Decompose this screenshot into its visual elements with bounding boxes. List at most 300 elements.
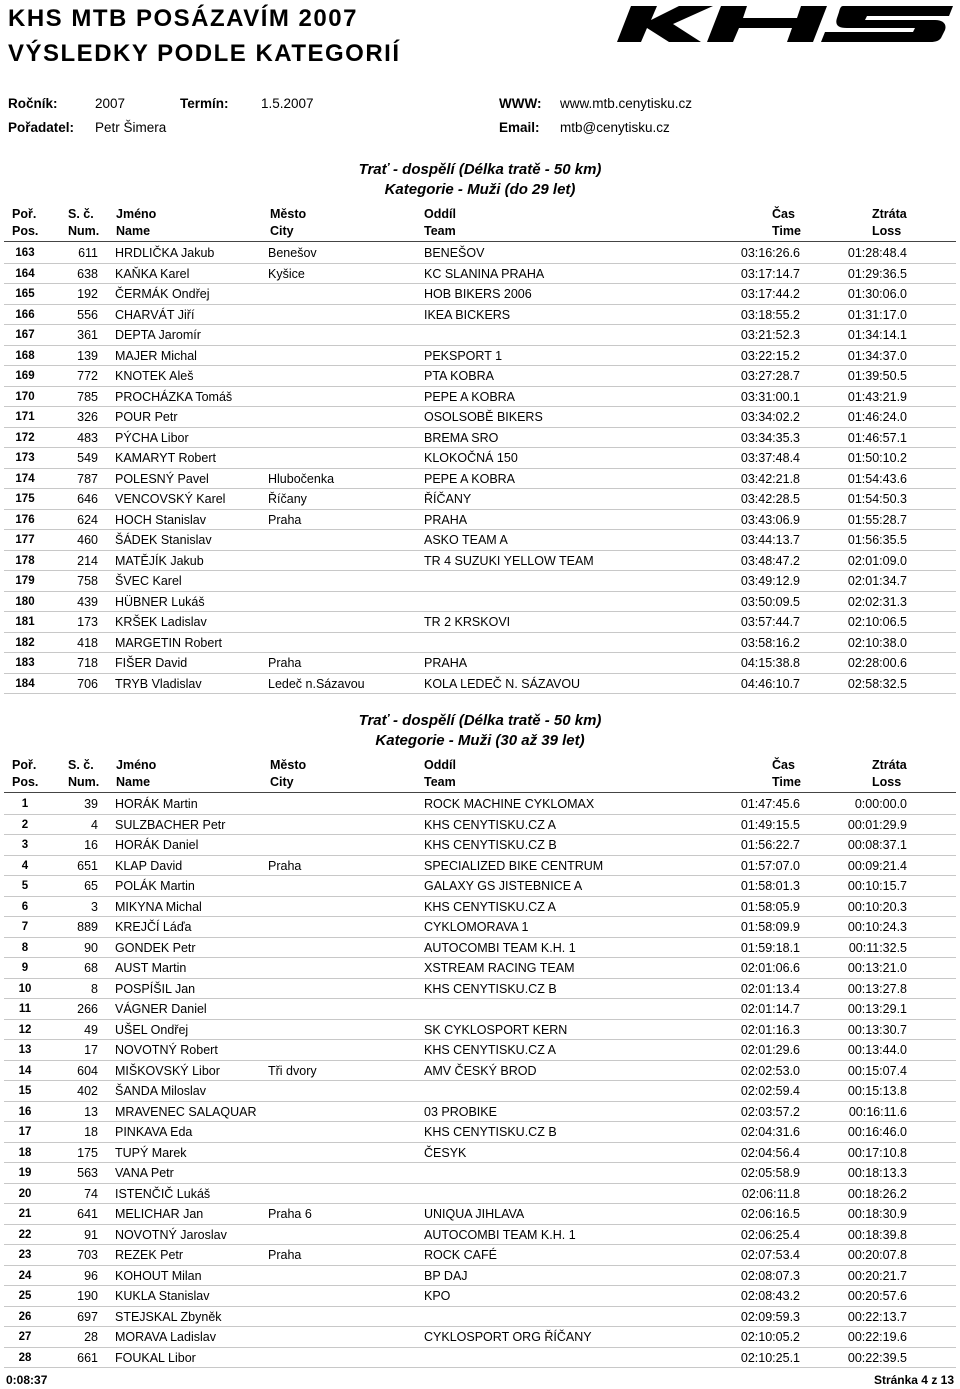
cell-time: 03:42:21.8 xyxy=(740,471,800,486)
cell-time: 02:07:53.4 xyxy=(740,1248,800,1262)
rocnik-label: Ročník: xyxy=(8,96,58,111)
cell-team: BENEŠOV xyxy=(424,246,485,260)
cell-loss: 00:08:37.1 xyxy=(847,838,907,852)
table-row xyxy=(4,448,956,469)
cell-loss: 00:13:29.1 xyxy=(847,1002,907,1016)
cell-loss: 00:01:29.9 xyxy=(847,817,907,832)
email-link[interactable]: mtb@cenytisku.cz xyxy=(560,120,670,135)
cell-loss: 00:13:27.8 xyxy=(847,981,907,996)
cell-position: 167 xyxy=(15,329,35,341)
cell-start-number: 439 xyxy=(77,594,98,609)
cell-start-number: 641 xyxy=(77,1207,98,1221)
cell-position: 163 xyxy=(15,247,35,259)
cell-name: CHARVÁT Jiří xyxy=(115,307,195,322)
cell-start-number: 266 xyxy=(77,1002,98,1016)
cell-position: 2 xyxy=(21,818,29,831)
cell-start-number: 604 xyxy=(77,1063,98,1078)
cell-position: 19 xyxy=(18,1167,32,1179)
cell-time: 03:50:09.5 xyxy=(740,594,800,609)
cell-name: KREJČÍ Láďa xyxy=(115,920,192,934)
cell-city: Říčany xyxy=(268,492,307,506)
cell-team: PEKSPORT 1 xyxy=(424,348,503,363)
cell-name: DEPTA Jaromír xyxy=(115,328,201,342)
cell-team: PTA KOBRA xyxy=(424,369,494,383)
col-team-en: Team xyxy=(424,224,456,238)
cell-start-number: 556 xyxy=(77,307,98,322)
cell-start-number: 65 xyxy=(84,879,98,893)
cell-time: 02:09:59.3 xyxy=(740,1309,800,1324)
col-num-cz: S. č. xyxy=(68,758,94,772)
document-title: KHS MTB POSÁZAVÍM 2007 xyxy=(8,5,358,32)
cell-team: KC SLANINA PRAHA xyxy=(424,266,545,281)
table-row xyxy=(4,1307,956,1328)
cell-name: POLESNÝ Pavel xyxy=(115,471,209,486)
cell-loss: 02:01:34.7 xyxy=(847,574,907,588)
cell-time: 03:17:44.2 xyxy=(740,287,800,301)
table-row xyxy=(4,387,956,408)
cell-position: 7 xyxy=(21,921,29,933)
table-row xyxy=(4,835,956,856)
www-label: WWW: xyxy=(499,96,542,111)
cell-team: UNIQUA JIHLAVA xyxy=(424,1207,525,1221)
col-time-en: Time xyxy=(772,224,801,238)
cell-name: KAŇKA Karel xyxy=(115,266,190,281)
document-subtitle: VÝSLEDKY PODLE KATEGORIÍ xyxy=(8,40,401,67)
col-time-cz: Čas xyxy=(772,207,795,221)
cell-team: ČESYK xyxy=(424,1145,467,1160)
cell-name: HÜBNER Lukáš xyxy=(115,594,205,609)
cell-time: 03:27:28.7 xyxy=(740,369,800,383)
cell-loss: 00:17:10.8 xyxy=(847,1145,907,1160)
cell-position: 17 xyxy=(18,1126,32,1138)
col-loss-en: Loss xyxy=(872,224,902,238)
cell-loss: 01:55:28.7 xyxy=(847,512,907,527)
table-row xyxy=(4,551,956,572)
footer-time: 0:08:37 xyxy=(6,1373,48,1387)
cell-time: 01:58:01.3 xyxy=(740,879,800,893)
table-row xyxy=(4,1061,956,1082)
cell-position: 165 xyxy=(15,288,35,300)
table-row xyxy=(4,979,956,1000)
cell-position: 3 xyxy=(21,839,29,851)
cell-name: POUR Petr xyxy=(115,410,178,424)
cell-position: 24 xyxy=(18,1269,32,1282)
cell-start-number: 697 xyxy=(77,1309,98,1324)
cell-time: 03:16:26.6 xyxy=(740,246,800,260)
cell-loss: 00:15:07.4 xyxy=(847,1063,907,1078)
section-2-results xyxy=(4,794,956,1368)
section-1-category: Kategorie - Muži (do 29 let) xyxy=(384,181,576,198)
cell-team: KOLA LEDEČ N. SÁZAVOU xyxy=(424,676,581,691)
cell-loss: 02:10:38.0 xyxy=(847,635,907,650)
table-row xyxy=(4,1102,956,1123)
cell-loss: 00:15:13.8 xyxy=(847,1084,907,1098)
email-label: Email: xyxy=(499,120,540,135)
col-pos-en: Pos. xyxy=(12,775,39,789)
cell-position: 177 xyxy=(15,534,35,546)
cell-start-number: 460 xyxy=(77,533,98,547)
cell-loss: 00:18:30.9 xyxy=(847,1207,907,1221)
cell-team: BREMA SRO xyxy=(424,430,499,445)
cell-time: 03:22:15.2 xyxy=(740,348,800,363)
cell-start-number: 611 xyxy=(78,246,98,260)
cell-start-number: 49 xyxy=(84,1022,98,1037)
table-row xyxy=(4,284,956,305)
cell-start-number: 624 xyxy=(77,512,98,527)
section-1-track: Trať - dospělí (Délka tratě - 50 km) xyxy=(358,161,602,178)
cell-name: AUST Martin xyxy=(115,961,187,975)
cell-position: 169 xyxy=(15,370,35,382)
cell-time: 02:04:56.4 xyxy=(740,1145,800,1160)
cell-time: 01:58:05.9 xyxy=(740,899,800,914)
table-row xyxy=(4,876,956,897)
cell-time: 02:01:13.4 xyxy=(740,981,800,996)
cell-time: 02:01:29.6 xyxy=(740,1043,800,1057)
cell-position: 183 xyxy=(15,657,35,669)
cell-start-number: 418 xyxy=(77,635,98,650)
cell-loss: 01:50:10.2 xyxy=(847,451,907,465)
table-row xyxy=(4,346,956,367)
cell-name: ČERMÁK Ondřej xyxy=(115,287,210,301)
cell-position: 1 xyxy=(21,798,29,810)
cell-time: 03:37:48.4 xyxy=(740,451,800,465)
cell-loss: 00:09:21.4 xyxy=(847,858,907,873)
cell-time: 02:10:05.2 xyxy=(740,1330,800,1344)
cell-name: ŠVEC Karel xyxy=(115,574,182,588)
table-row xyxy=(4,592,956,613)
cell-position: 166 xyxy=(15,308,35,321)
cell-time: 03:34:35.3 xyxy=(740,430,800,445)
cell-position: 5 xyxy=(21,880,29,892)
cell-name: VÁGNER Daniel xyxy=(115,1002,207,1016)
cell-start-number: 28 xyxy=(84,1330,98,1344)
cell-position: 20 xyxy=(18,1187,32,1200)
cell-position: 9 xyxy=(21,962,29,974)
cell-name: ISTENČIČ Lukáš xyxy=(115,1186,211,1201)
cell-loss: 00:16:11.6 xyxy=(848,1104,907,1119)
cell-name: KOHOUT Milan xyxy=(115,1268,202,1283)
cell-position: 174 xyxy=(15,472,35,485)
col-city-en: City xyxy=(270,224,294,238)
cell-loss: 00:10:15.7 xyxy=(847,879,907,893)
cell-position: 172 xyxy=(15,431,35,444)
cell-position: 22 xyxy=(18,1228,32,1241)
cell-start-number: 192 xyxy=(77,287,98,301)
cell-position: 6 xyxy=(21,900,29,913)
cell-team: BP DAJ xyxy=(424,1268,468,1283)
cell-name: VENCOVSKÝ Karel xyxy=(115,492,226,506)
cell-city: Praha xyxy=(268,1248,302,1262)
table-row xyxy=(4,1020,956,1041)
cell-position: 4 xyxy=(21,859,29,872)
cell-loss: 00:18:13.3 xyxy=(847,1166,907,1180)
table-row xyxy=(4,674,956,695)
cell-loss: 00:13:21.0 xyxy=(847,961,907,975)
table-row xyxy=(4,794,956,815)
cell-city: Kyšice xyxy=(268,266,305,281)
cell-team: KHS CENYTISKU.CZ B xyxy=(424,838,557,852)
cell-name: MARGETIN Robert xyxy=(115,635,222,650)
cell-start-number: 90 xyxy=(84,940,98,955)
col-city-cz: Město xyxy=(270,758,307,772)
cell-city: Praha xyxy=(268,656,302,670)
cell-time: 01:58:09.9 xyxy=(740,920,800,934)
cell-time: 02:08:07.3 xyxy=(740,1268,800,1283)
cell-time: 03:48:47.2 xyxy=(740,553,800,568)
cell-position: 15 xyxy=(18,1085,32,1097)
cell-name: PÝCHA Libor xyxy=(115,430,189,445)
table-row xyxy=(4,243,956,264)
cell-time: 02:01:14.7 xyxy=(740,1002,800,1016)
cell-loss: 00:22:19.6 xyxy=(847,1330,907,1344)
table-row xyxy=(4,407,956,428)
cell-position: 26 xyxy=(18,1310,32,1323)
cell-team: PRAHA xyxy=(424,656,468,670)
cell-loss: 00:20:21.7 xyxy=(847,1268,907,1283)
table-row xyxy=(4,1204,956,1225)
cell-loss: 01:31:17.0 xyxy=(847,307,907,322)
table-row xyxy=(4,469,956,490)
table-row xyxy=(4,938,956,959)
cell-time: 02:01:16.3 xyxy=(740,1022,800,1037)
cell-position: 21 xyxy=(18,1208,32,1220)
cell-team: XSTREAM RACING TEAM xyxy=(424,961,575,975)
cell-start-number: 785 xyxy=(77,389,98,404)
cell-team: OSOLSOBĚ BIKERS xyxy=(424,410,543,424)
cell-name: HORÁK Martin xyxy=(115,797,198,811)
cell-position: 164 xyxy=(15,267,35,280)
cell-position: 8 xyxy=(21,941,29,954)
cell-name: KUKLA Stanislav xyxy=(115,1289,210,1303)
cell-city: Praha 6 xyxy=(268,1207,312,1221)
cell-team: KHS CENYTISKU.CZ A xyxy=(424,817,556,832)
cell-loss: 00:22:13.7 xyxy=(847,1309,907,1324)
col-num-en: Num. xyxy=(68,224,100,238)
table-row xyxy=(4,815,956,836)
section-2-track: Trať - dospělí (Délka tratě - 50 km) xyxy=(358,712,602,729)
cell-name: HRDLIČKA Jakub xyxy=(115,246,215,260)
cell-loss: 00:10:20.3 xyxy=(847,899,907,914)
cell-time: 03:43:06.9 xyxy=(740,512,800,527)
cell-position: 176 xyxy=(15,513,35,526)
poradatel-value: Petr Šimera xyxy=(95,120,167,135)
cell-city: Ledeč n.Sázavou xyxy=(268,676,365,691)
table-row xyxy=(4,1327,956,1348)
cell-name: KNOTEK Aleš xyxy=(115,369,194,383)
cell-loss: 00:10:24.3 xyxy=(847,920,907,934)
cell-name: UŠEL Ondřej xyxy=(115,1022,189,1037)
cell-team: ŘÍČANY xyxy=(424,492,472,506)
cell-name: MAJER Michal xyxy=(115,348,197,363)
cell-start-number: 651 xyxy=(77,858,98,873)
cell-start-number: 39 xyxy=(84,797,98,811)
cell-start-number: 402 xyxy=(77,1084,98,1098)
cell-time: 03:58:16.2 xyxy=(740,635,800,650)
cell-position: 11 xyxy=(18,1003,32,1015)
cell-team: KHS CENYTISKU.CZ B xyxy=(424,981,557,996)
cell-time: 01:57:07.0 xyxy=(740,858,800,873)
cell-start-number: 3 xyxy=(91,899,98,914)
cell-start-number: 772 xyxy=(77,369,98,383)
cell-time: 02:10:25.1 xyxy=(740,1350,800,1365)
col-team-cz: Oddíl xyxy=(424,758,456,772)
col-pos-cz: Poř. xyxy=(12,207,37,221)
cell-start-number: 91 xyxy=(84,1227,98,1242)
cell-time: 01:49:15.5 xyxy=(740,817,800,832)
cell-team: 03 PROBIKE xyxy=(424,1104,497,1119)
cell-position: 171 xyxy=(15,411,35,423)
cell-start-number: 18 xyxy=(84,1125,98,1139)
col-time-en: Time xyxy=(772,775,801,789)
cell-position: 18 xyxy=(18,1146,32,1159)
cell-city: Praha xyxy=(268,858,302,873)
cell-team: SPECIALIZED BIKE CENTRUM xyxy=(424,858,604,873)
page-number: Stránka 4 z 13 xyxy=(873,1373,954,1387)
cell-start-number: 787 xyxy=(77,471,98,486)
cell-loss: 02:02:31.3 xyxy=(847,594,907,609)
cell-time: 03:42:28.5 xyxy=(740,492,800,506)
cell-loss: 0:00:00.0 xyxy=(854,797,907,811)
table-row xyxy=(4,1184,956,1205)
cell-team: AMV ČESKÝ BROD xyxy=(424,1063,537,1078)
cell-position: 173 xyxy=(15,452,35,464)
table-row xyxy=(4,325,956,346)
cell-start-number: 638 xyxy=(77,266,98,281)
cell-loss: 01:46:57.1 xyxy=(847,430,907,445)
cell-start-number: 8 xyxy=(91,981,98,996)
cell-time: 02:05:58.9 xyxy=(740,1166,800,1180)
cell-name: NOVOTNÝ Jaroslav xyxy=(115,1227,227,1242)
cell-name: MRAVENEC SALAQUAR xyxy=(115,1104,257,1119)
col-name-en: Name xyxy=(116,775,151,789)
cell-time: 02:03:57.2 xyxy=(740,1104,800,1119)
col-team-cz: Oddíl xyxy=(424,207,456,221)
cell-loss: 00:16:46.0 xyxy=(847,1125,907,1139)
cell-team: TR 2 KRSKOVI xyxy=(424,615,511,629)
cell-team: PEPE A KOBRA xyxy=(424,389,516,404)
cell-name: STEJSKAL Zbyněk xyxy=(115,1309,222,1324)
table-row xyxy=(4,1286,956,1307)
cell-name: SULZBACHER Petr xyxy=(115,817,226,832)
cell-position: 179 xyxy=(15,575,35,587)
col-num-en: Num. xyxy=(68,775,100,789)
cell-time: 04:15:38.8 xyxy=(740,656,800,670)
cell-time: 03:18:55.2 xyxy=(740,307,800,322)
poradatel-label: Pořadatel: xyxy=(8,120,75,135)
table-row xyxy=(4,510,956,531)
cell-time: 02:06:16.5 xyxy=(740,1207,800,1221)
cell-start-number: 706 xyxy=(77,676,98,691)
col-loss-en: Loss xyxy=(872,775,902,789)
termin-value: 1.5.2007 xyxy=(261,96,314,111)
table-row xyxy=(4,1348,956,1369)
cell-loss: 01:34:37.0 xyxy=(847,348,907,363)
table-row xyxy=(4,428,956,449)
cell-loss: 01:43:21.9 xyxy=(847,389,907,404)
cell-name: FIŠER David xyxy=(115,656,188,670)
cell-start-number: 703 xyxy=(77,1248,98,1262)
cell-loss: 01:30:06.0 xyxy=(847,287,907,301)
cell-loss: 01:54:43.6 xyxy=(847,471,907,486)
table-row xyxy=(4,1245,956,1266)
cell-team: KHS CENYTISKU.CZ B xyxy=(424,1125,557,1139)
cell-start-number: 758 xyxy=(77,574,98,588)
cell-team: PEPE A KOBRA xyxy=(424,471,516,486)
cell-position: 168 xyxy=(15,349,35,362)
cell-loss: 00:20:07.8 xyxy=(847,1248,907,1262)
table-row xyxy=(4,612,956,633)
cell-name: FOUKAL Libor xyxy=(115,1350,196,1365)
cell-time: 03:57:44.7 xyxy=(740,615,800,629)
table-row xyxy=(4,1122,956,1143)
cell-position: 16 xyxy=(18,1105,32,1118)
table-row xyxy=(4,999,956,1020)
cell-start-number: 889 xyxy=(77,920,98,934)
cell-loss: 01:56:35.5 xyxy=(847,533,907,547)
cell-loss: 00:20:57.6 xyxy=(847,1289,907,1303)
cell-name: HORÁK Daniel xyxy=(115,838,199,852)
cell-time: 03:34:02.2 xyxy=(740,410,800,424)
cell-team: ROCK CAFÉ xyxy=(424,1248,497,1262)
col-name-cz: Jméno xyxy=(116,758,157,772)
table-row xyxy=(4,1163,956,1184)
cell-time: 02:02:53.0 xyxy=(740,1063,800,1078)
cell-start-number: 549 xyxy=(77,451,98,465)
cell-loss: 00:11:32.5 xyxy=(848,940,907,955)
cell-team: AUTOCOMBI TEAM K.H. 1 xyxy=(424,940,576,955)
cell-start-number: 646 xyxy=(77,492,98,506)
cell-position: 175 xyxy=(15,493,35,505)
cell-loss: 00:13:30.7 xyxy=(847,1022,907,1037)
cell-loss: 01:34:14.1 xyxy=(847,328,907,342)
cell-start-number: 96 xyxy=(84,1268,98,1283)
table-row xyxy=(4,917,956,938)
cell-start-number: 661 xyxy=(77,1350,98,1365)
col-name-cz: Jméno xyxy=(116,207,157,221)
cell-city: Benešov xyxy=(268,246,317,260)
cell-time: 02:04:31.6 xyxy=(740,1125,800,1139)
section-2-column-header xyxy=(4,757,956,793)
cell-name: MORAVA Ladislav xyxy=(115,1330,216,1344)
cell-city: Tři dvory xyxy=(268,1063,317,1078)
cell-time: 03:31:00.1 xyxy=(740,389,800,404)
col-pos-cz: Poř. xyxy=(12,758,37,772)
cell-team: IKEA BICKERS xyxy=(424,307,511,322)
cell-team: GALAXY GS JISTEBNICE A xyxy=(424,879,583,893)
cell-loss: 00:13:44.0 xyxy=(847,1043,907,1057)
cell-name: ŠANDA Miloslav xyxy=(115,1084,206,1098)
cell-position: 13 xyxy=(18,1044,32,1056)
table-row xyxy=(4,856,956,877)
cell-start-number: 326 xyxy=(77,410,98,424)
cell-position: 182 xyxy=(15,636,35,649)
section-1-column-header xyxy=(4,206,956,242)
cell-team: HOB BIKERS 2006 xyxy=(424,287,532,301)
cell-name: MELICHAR Jan xyxy=(115,1207,204,1221)
cell-position: 12 xyxy=(18,1023,32,1036)
cell-name: KLAP David xyxy=(115,858,183,873)
cell-name: TRYB Vladislav xyxy=(115,676,202,691)
cell-start-number: 17 xyxy=(84,1043,98,1057)
cell-time: 01:56:22.7 xyxy=(740,838,800,852)
cell-time: 03:17:14.7 xyxy=(740,266,800,281)
cell-position: 10 xyxy=(18,982,32,995)
cell-name: KRŠEK Ladislav xyxy=(115,615,207,629)
cell-team: ASKO TEAM A xyxy=(424,533,508,547)
cell-name: HOCH Stanislav xyxy=(115,512,206,527)
www-link[interactable]: www.mtb.cenytisku.cz xyxy=(560,96,693,111)
cell-start-number: 74 xyxy=(84,1186,98,1201)
